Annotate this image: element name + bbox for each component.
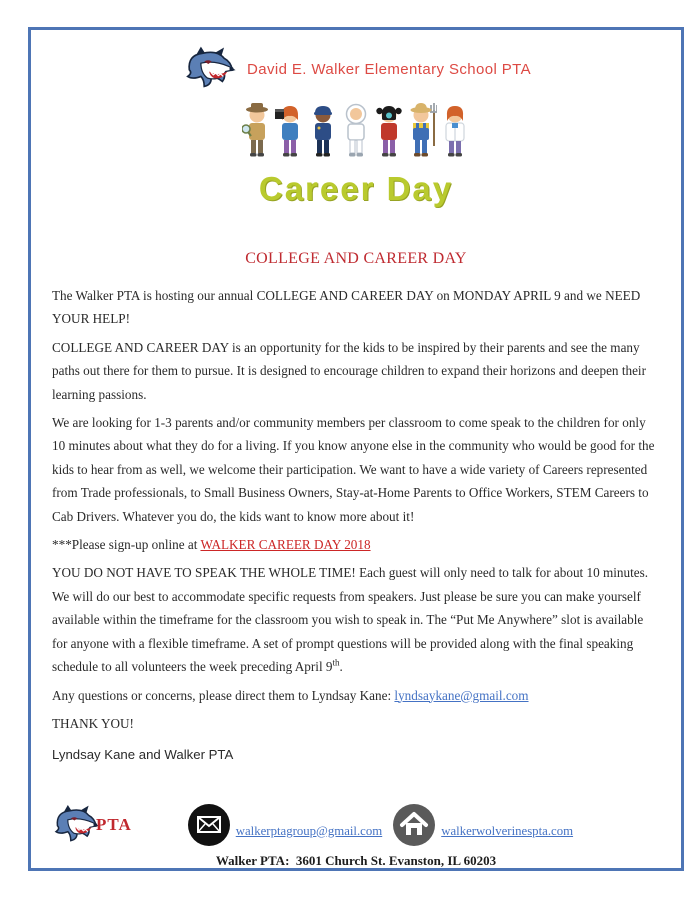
career-kid-police-officer-icon [308, 101, 338, 163]
ordinal-superscript: th [332, 657, 340, 668]
intro-paragraph: The Walker PTA is hosting our annual COLLEGE AND CAREER DAY on MONDAY APRIL 9 and we NEED YOUR HELP! [52, 288, 641, 327]
career-kid-astronaut-icon [341, 101, 371, 163]
career-kid-farmer-icon [407, 101, 437, 163]
career-kid-film-director-icon [275, 101, 305, 163]
footer-email [187, 803, 382, 847]
career-day-clipart [40, 99, 672, 210]
footer-website-link[interactable]: walkerwolverinespta.com [441, 823, 574, 838]
details-period: . [339, 659, 343, 675]
wolverine-mascot-logo-icon [181, 45, 239, 93]
footer-website [392, 803, 573, 847]
header [40, 43, 672, 95]
wolverine-mascot-logo-icon [50, 803, 102, 847]
career-kids-row [242, 99, 470, 163]
details-text: YOU DO NOT HAVE TO SPEAK THE WHOLE TIME! Each guest will only need to talk for about 10 minutes. We will do our best to accommodate specific requests from speakers. Just please be sure you can make yourself available within the timeframe for the classroom you wish to speak in. The “Put Me Anywhere” slot is available for anyone with a flexible timeframe. A set of prompt questions will be provided along with the final speaking schedule to all volunteers the week preceding April 9 [52, 565, 649, 675]
volunteers-paragraph: We are looking for 1-3 parents and/or community members per classroom to come speak to the children for only 10 minutes about what they do for a living. If you know anyone else in the community who would be good for the kids to hear from as well, we welcome their participation. We want to have a wide variety of Careers represented from Trade professionals, to Small Business Owners, Stay-at-Home Parents to Office Workers, STEM Careers to Cab Drivers. Whatever you do, the kids want to know more about it! [52, 415, 655, 524]
details-paragraph [52, 561, 660, 678]
career-kid-detective-icon [242, 101, 272, 163]
article-body [40, 284, 672, 767]
footer-address: Walker PTA: 3601 Church St. Evanston, IL 60203 [215, 852, 497, 868]
home-icon [392, 803, 436, 847]
footer-email-link[interactable]: walkerptagroup@gmail.com [235, 823, 383, 838]
questions-prefix: Any questions or concerns, please direct them to Lyndsay Kane: [52, 687, 395, 703]
school-name: David E. Walker Elementary School PTA [246, 60, 532, 78]
career-day-caption: Career Day [258, 170, 454, 207]
page-title: COLLEGE AND CAREER DAY [245, 250, 467, 267]
career-kid-photographer-icon [374, 101, 404, 163]
signup-line [52, 533, 660, 556]
signup-link[interactable]: WALKER CAREER DAY 2018 [200, 537, 371, 553]
career-kid-doctor-icon [440, 101, 470, 163]
footer-logo [50, 803, 132, 847]
questions-line [52, 684, 660, 707]
page-border [28, 27, 684, 871]
footer [40, 803, 672, 847]
opportunity-paragraph: COLLEGE AND CAREER DAY is an opportunity for the kids to be inspired by their parents and see the many paths out there for them to pursue. It is designed to encourage children to expand their horizons and deepen their learning passions. [52, 339, 646, 402]
signature-line: Lyndsay Kane and Walker PTA [52, 747, 234, 763]
thank-you-line: THANK YOU! [52, 715, 134, 731]
envelope-icon [187, 803, 231, 847]
signup-prefix: ***Please sign-up online at [52, 537, 201, 553]
pta-label: PTA [96, 814, 132, 834]
contact-email-link[interactable]: lyndsaykane@gmail.com [394, 687, 529, 703]
